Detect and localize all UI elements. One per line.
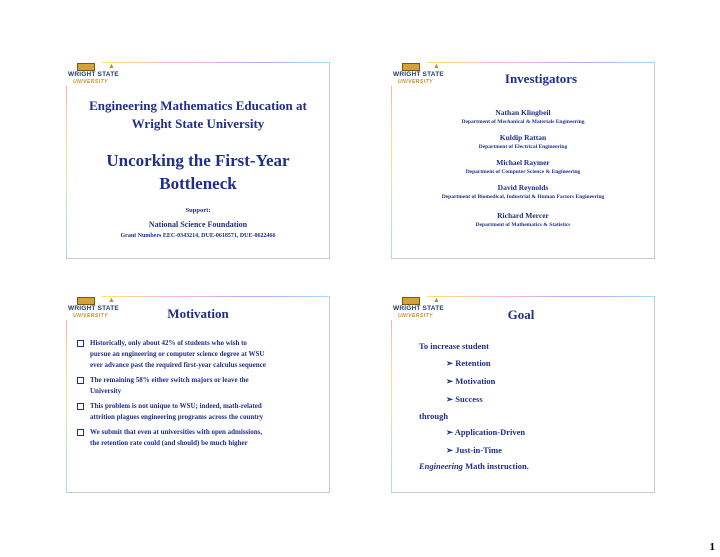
list-item: ➢ Success bbox=[446, 394, 483, 404]
list-item: This problem is not unique to WSU; indeed, math-related attrition plagues engineering programs across the country bbox=[76, 401, 326, 423]
investigator-name: Kuldip Rattan bbox=[499, 133, 547, 142]
arrow-bullet-icon: ➢ bbox=[446, 445, 454, 455]
main-title-line-2: Bottleneck bbox=[159, 174, 237, 193]
investigator-name: Nathan Klingbeil bbox=[495, 108, 551, 117]
arrow-bullet-icon: ➢ bbox=[446, 394, 454, 404]
bullet-list bbox=[76, 338, 326, 453]
main-title-line-1: Uncorking the First-Year bbox=[106, 151, 290, 170]
closing-text: Engineering Math instruction. bbox=[419, 461, 529, 471]
list-item: The remaining 58% either switch majors or leave the University bbox=[76, 375, 326, 397]
arrow-bullet-icon: ➢ bbox=[446, 376, 454, 386]
list-item: Historically, only about 42% of students who wish to pursue an engineering or computer science degree at WSU ever advance past the required first-year calculus sequence bbox=[76, 338, 326, 371]
list-item: ➢ Motivation bbox=[446, 376, 496, 386]
slide-motivation bbox=[66, 296, 330, 493]
grant-numbers: Grant Numbers EEC-0343214, DUE-0618571, DUE-0622466 bbox=[120, 233, 276, 239]
checkbox-bullet-icon bbox=[77, 403, 84, 410]
slide-title: Motivation bbox=[167, 306, 229, 321]
heading-line-1: Engineering Mathematics Education at bbox=[89, 98, 307, 113]
wright-state-logo: ▲ WRIGHT STATE UNIVERSITY bbox=[68, 62, 119, 85]
investigator-name: Richard Mercer bbox=[497, 211, 549, 220]
arrow-bullet-icon: ➢ bbox=[446, 427, 454, 437]
slide-title: Goal bbox=[507, 307, 535, 322]
list-item: We submit that even at universities with open admissions, the retention rate could (and should) be much higher bbox=[76, 427, 326, 449]
intro-text: To increase student bbox=[419, 341, 489, 351]
checkbox-bullet-icon bbox=[77, 340, 84, 347]
slide-title bbox=[66, 62, 330, 259]
slide-investigators bbox=[391, 62, 655, 259]
investigator-dept: Department of Biomedical, Industrial & Human Factors Engineering bbox=[441, 194, 605, 200]
slide-goal bbox=[391, 296, 655, 493]
heading-line-2: Wright State University bbox=[131, 116, 265, 131]
page-number: 1 bbox=[709, 541, 715, 553]
list-item: ➢ Retention bbox=[446, 358, 491, 368]
wright-state-logo: ▲ WRIGHT STATE UNIVERSITY bbox=[393, 296, 444, 319]
investigator-name: David Reynolds bbox=[497, 183, 549, 192]
list-item: ➢ Just-in-Time bbox=[446, 445, 502, 455]
wright-state-logo: ▲ WRIGHT STATE UNIVERSITY bbox=[393, 62, 444, 85]
sponsor: National Science Foundation bbox=[148, 220, 248, 229]
checkbox-bullet-icon bbox=[77, 429, 84, 436]
wright-state-logo: ▲ WRIGHT STATE UNIVERSITY bbox=[68, 296, 119, 319]
investigator-dept: Department of Electrical Engineering bbox=[478, 144, 568, 150]
investigator-name: Michael Raymer bbox=[496, 158, 550, 167]
through-text: through bbox=[419, 411, 449, 421]
checkbox-bullet-icon bbox=[77, 377, 84, 384]
slide-title: Investigators bbox=[504, 71, 578, 86]
investigator-dept: Department of Mathematics & Statistics bbox=[475, 222, 571, 228]
investigator-dept: Department of Mechanical & Materials Engineering bbox=[461, 119, 585, 125]
investigator-dept: Department of Computer Science & Engineering bbox=[465, 169, 581, 175]
support-label: Support: bbox=[185, 207, 211, 214]
list-item: ➢ Application-Driven bbox=[446, 427, 526, 437]
arrow-bullet-icon: ➢ bbox=[446, 358, 454, 368]
